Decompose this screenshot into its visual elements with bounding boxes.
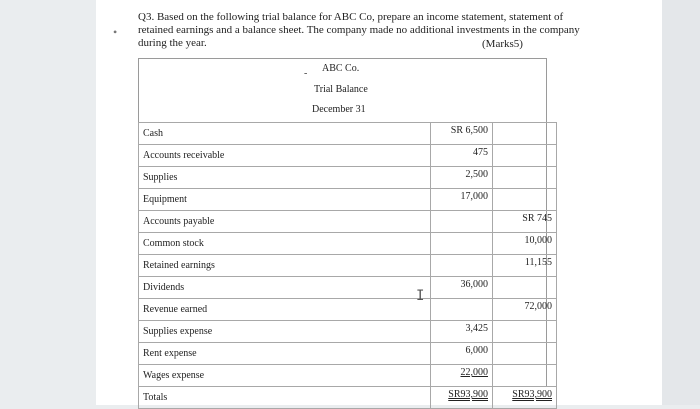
credit-cell	[493, 321, 557, 343]
account-cell: Supplies	[139, 167, 431, 189]
credit-cell	[493, 167, 557, 189]
table-row	[139, 145, 557, 167]
credit-cell: 10,000	[493, 233, 557, 255]
credit-cell: SR 745	[493, 211, 557, 233]
marks-label: (Marks5)	[482, 38, 523, 50]
table-row	[139, 167, 557, 189]
credit-cell	[493, 189, 557, 211]
debit-cell	[431, 299, 493, 321]
debit-cell	[431, 255, 493, 277]
account-cell: Supplies expense	[139, 321, 431, 343]
table-row	[139, 365, 557, 387]
table-row	[139, 123, 557, 145]
debit-cell: 17,000	[431, 189, 493, 211]
credit-cell	[493, 277, 557, 299]
table-row	[139, 233, 557, 255]
table-row	[139, 277, 557, 299]
account-cell: Retained earnings	[139, 255, 431, 277]
statement-date: December 31	[312, 104, 366, 115]
debit-cell: 2,500	[431, 167, 493, 189]
statement-title: Trial Balance	[314, 84, 368, 95]
trial-balance-table	[138, 122, 557, 409]
debit-cell: 22,000	[431, 365, 493, 387]
question-line-2: retained earnings and a balance sheet. The company made no additional investments in the company	[138, 24, 580, 36]
account-cell: Revenue earned	[139, 299, 431, 321]
question-line-3: during the year.	[138, 37, 207, 49]
scroll-gutter	[662, 0, 700, 405]
account-cell: Dividends	[139, 277, 431, 299]
table-row	[139, 299, 557, 321]
totals-row	[139, 387, 557, 409]
text-cursor-icon: I	[416, 288, 425, 304]
debit-cell: 6,000	[431, 343, 493, 365]
account-cell: Accounts receivable	[139, 145, 431, 167]
question-line-1: Q3. Based on the following trial balance for ABC Co, prepare an income statement, statement of	[138, 11, 564, 23]
bullet-dot: •	[113, 25, 118, 39]
table-row	[139, 321, 557, 343]
account-cell: Rent expense	[139, 343, 431, 365]
debit-cell: 475	[431, 145, 493, 167]
debit-cell: 3,425	[431, 321, 493, 343]
credit-cell	[493, 145, 557, 167]
account-cell: Cash	[139, 123, 431, 145]
table-row	[139, 189, 557, 211]
dash-mark: -	[304, 68, 308, 79]
company-name: ABC Co.	[322, 63, 360, 74]
account-cell: Equipment	[139, 189, 431, 211]
debit-cell: 36,000	[431, 277, 493, 299]
debit-cell	[431, 211, 493, 233]
debit-cell: SR 6,500	[431, 123, 493, 145]
credit-cell: 72,000	[493, 299, 557, 321]
credit-cell	[493, 123, 557, 145]
account-cell: Wages expense	[139, 365, 431, 387]
credit-cell	[493, 343, 557, 365]
table-row	[139, 211, 557, 233]
debit-total: SR93,900	[431, 387, 493, 409]
credit-total: SR93,900	[493, 387, 557, 409]
account-cell: Common stock	[139, 233, 431, 255]
table-row	[139, 343, 557, 365]
credit-cell	[493, 365, 557, 387]
debit-cell	[431, 233, 493, 255]
account-cell: Accounts payable	[139, 211, 431, 233]
credit-cell: 11,155	[493, 255, 557, 277]
table-row	[139, 255, 557, 277]
totals-label: Totals	[139, 387, 431, 409]
